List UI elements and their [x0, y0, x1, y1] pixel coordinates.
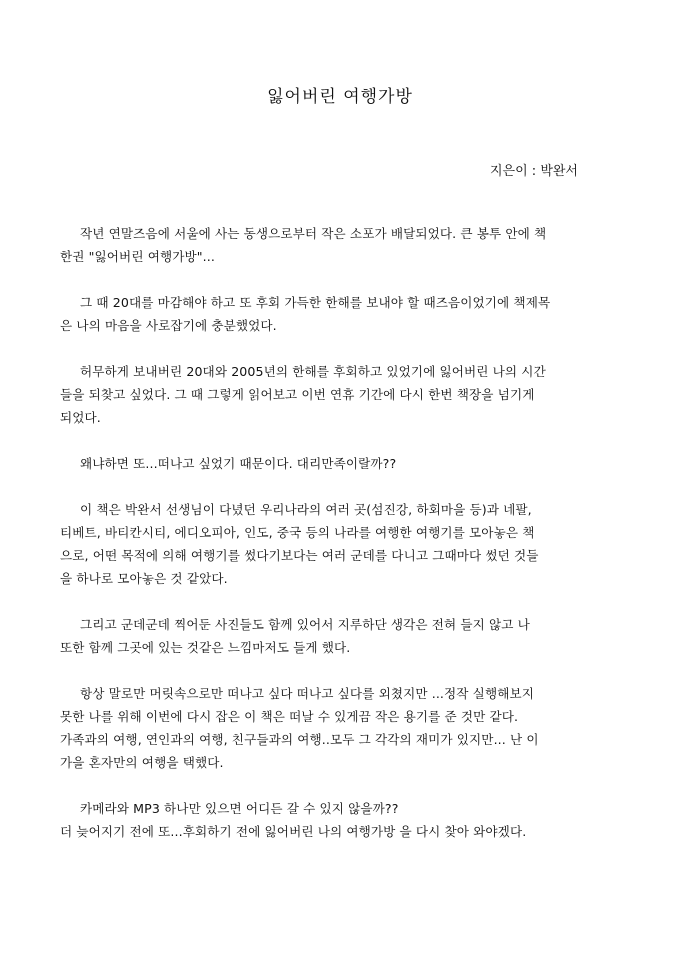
author-line: 지은이 : 박완서: [490, 164, 578, 179]
paragraph: [60, 498, 625, 590]
text-line: 항상 말로만 머릿속으로만 떠나고 싶다 떠나고 싶다를 외쳤지만 ...정작 실행해보지: [80, 686, 535, 701]
paragraph: [60, 682, 625, 774]
paragraph: [60, 452, 625, 475]
text-line: 으로, 어떤 목적에 의해 여행기를 썼다기보다는 여러 군데를 다니고 그때마다 썼던 것들: [60, 548, 539, 563]
text-line: 허무하게 보내버린 20대와 2005년의 한해를 후회하고 있었기에 잃어버린 나의 시간: [80, 364, 546, 379]
text-line: 또한 함께 그곳에 있는 것같은 느낌마저도 들게 했다.: [60, 640, 351, 655]
text-line: 은 나의 마음을 사로잡기에 충분했었다.: [60, 318, 277, 333]
text-line: 가족과의 여행, 연인과의 여행, 친구들과의 여행..모두 그 각각의 재미가 있지만... 난 이: [60, 732, 539, 747]
document-body: [60, 222, 625, 866]
text-line: 티베트, 바티칸시티, 에디오피아, 인도, 중국 등의 나라를 여행한 여행기를 모아놓은 책: [60, 525, 535, 540]
text-line: 카메라와 MP3 하나만 있으면 어디든 갈 수 있지 않을까??: [80, 801, 399, 816]
text-line: 을 하나로 모아놓은 것 같았다.: [60, 571, 228, 586]
paragraph: [60, 222, 625, 268]
text-line: 되었다.: [60, 410, 101, 425]
text-line: 이 책은 박완서 선생님이 다녔던 우리나라의 여러 곳(섬진강, 하회마을 등)과 네팔,: [80, 502, 532, 517]
text-line: 들을 되찾고 싶었다. 그 때 그렇게 읽어보고 이번 연휴 기간에 다시 한번 책장을 넘기게: [60, 387, 535, 402]
text-line: 그 때 20대를 마감해야 하고 또 후회 가득한 한해를 보내야 할 때즈음이었기에 책제목: [80, 295, 551, 310]
text-line: 가을 혼자만의 여행을 택했다.: [60, 755, 224, 770]
text-line: 못한 나를 위해 이번에 다시 잡은 이 책은 떠날 수 있게끔 작은 용기를 준 것만 같다.: [60, 709, 519, 724]
paragraph: [60, 613, 625, 659]
document-title: 잃어버린 여행가방: [267, 87, 413, 107]
text-line: 한권 "잃어버린 여행가방"...: [60, 249, 215, 264]
text-line: 왜냐하면 또...떠나고 싶었기 때문이다. 대리만족이랄까??: [80, 456, 397, 471]
text-line: 더 늦어지기 전에 또...후회하기 전에 잃어버린 나의 여행가방 을 다시 찾아 와야겠다.: [60, 824, 527, 839]
paragraph: [60, 797, 625, 843]
text-line: 작년 연말즈음에 서울에 사는 동생으로부터 작은 소포가 배달되었다. 큰 봉투 안에 책: [80, 226, 547, 241]
text-line: 그리고 군데군데 찍어둔 사진들도 함께 있어서 지루하단 생각은 전혀 들지 않고 나: [80, 617, 530, 632]
paragraph: [60, 291, 625, 337]
paragraph: [60, 360, 625, 429]
